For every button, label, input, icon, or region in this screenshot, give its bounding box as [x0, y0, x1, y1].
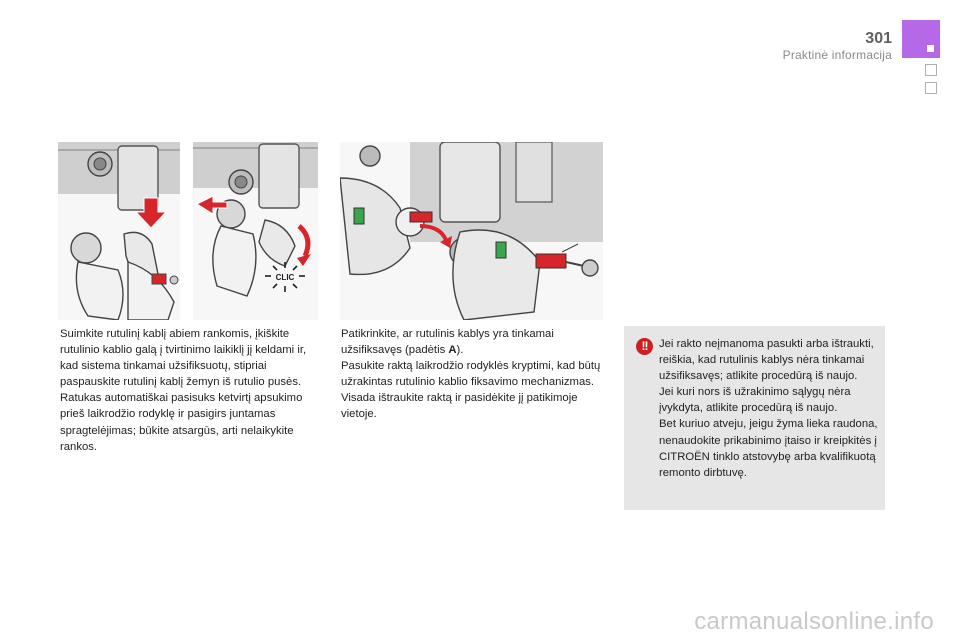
paragraph: Pasukite raktą laikrodžio rodyklės kryptimi, kad būtų užrakintas rutulinio kablio fiksavimo mechanizmas.: [341, 360, 601, 389]
warning-text: [659, 336, 881, 481]
paragraph: Jei kuri nors iš užrakinimo sąlygų nėra įvykdyta, atlikite procedūrą iš naujo.: [659, 386, 851, 415]
text-column-2: [341, 326, 603, 423]
position-label: A: [448, 344, 457, 357]
warning-box: [624, 326, 885, 510]
paragraph: Suimkite rutulinį kablį abiem rankomis, įkiškite rutulinio kablio galą į tvirtinimo laikiklį jį keldami ir, kad sistema tinkamai užsifiksuotų, stipriai paspauskite rutulinį kablį žemyn iš rutulio pusės.: [60, 328, 307, 389]
warning-exclamation-icon: !!: [636, 338, 653, 355]
text-run: Patikrinkite, ar rutulinis kablys yra tinkamai užsifiksavęs (padėtis: [341, 328, 554, 357]
chapter-tab[interactable]: [925, 82, 937, 94]
illustration-insert-hook: [58, 142, 180, 320]
paragraph: Jei rakto neįmanoma pasukti arba ištraukti, reiškia, kad rutulinis kablys nėra tinkamai užsifiksavęs; atlikite procedūrą iš naujo.: [659, 338, 874, 383]
chapter-tab-active[interactable]: [902, 20, 940, 58]
chapter-tab[interactable]: [925, 64, 937, 76]
paragraph: Visada ištraukite raktą ir pasidėkite jį patikimoje vietoje.: [341, 392, 578, 421]
watermark: carmanualsonline.info: [694, 608, 934, 635]
text-run: ).: [456, 344, 464, 357]
paragraph: Bet kuriuo atveju, jeigu žyma lieka raudona, nenaudokite prikabinimo įtaiso ir kreipkitės į CITROËN tinklo atstovybę arba kvalifikuotą remonto dirbtuvę.: [659, 418, 878, 479]
page-number: 301: [865, 30, 892, 47]
illustration-press-clic: [193, 142, 318, 320]
clic-label: CLIC: [275, 273, 295, 282]
illustration-key-lock: [340, 142, 603, 320]
section-title: Praktinė informacija: [782, 48, 892, 62]
paragraph: [341, 326, 603, 358]
paragraph: Ratukas automatiškai pasisuks ketvirtį apsukimo prieš laikrodžio rodyklę ir pasigirs juntamas spragtelėjimas; būkite atsargūs, arti nelaikykite rankos.: [60, 392, 303, 453]
tab-marker: [927, 45, 934, 52]
text-column-1: [60, 326, 322, 455]
